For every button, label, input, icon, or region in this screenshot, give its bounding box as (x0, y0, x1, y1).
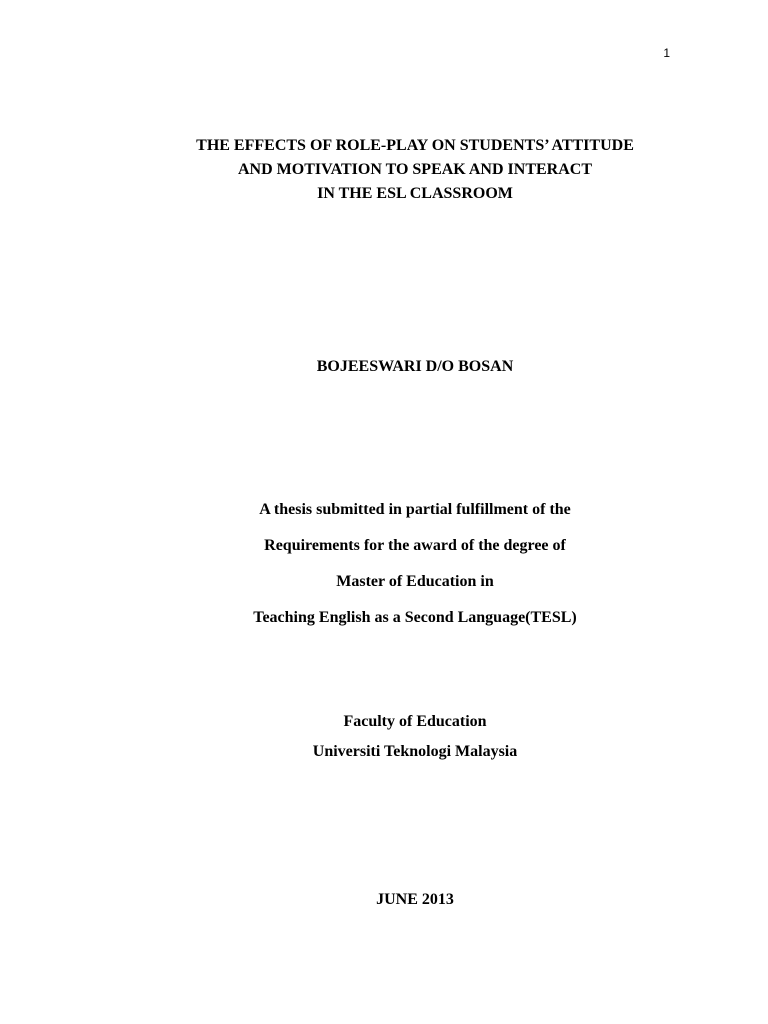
faculty-name: Faculty of Education (343, 713, 487, 730)
university-name: Universiti Teknologi Malaysia (312, 743, 518, 760)
degree-statement-line-1: A thesis submitted in partial fulfillment of the (259, 501, 571, 518)
thesis-title (0, 134, 768, 206)
degree-statement-line-2: Requirements for the award of the degree of (264, 537, 566, 554)
thesis-title-line-1: THE EFFECTS OF ROLE-PLAY ON STUDENTS’ ATTITUDE (196, 137, 634, 154)
submission-date: JUNE 2013 (376, 891, 454, 908)
degree-statement-line-3: Master of Education in (336, 573, 494, 590)
degree-statement-line-4: Teaching English as a Second Language(TESL) (253, 609, 577, 626)
page-number: 1 (663, 46, 670, 60)
author-name: BOJEESWARI D/O BOSAN (316, 358, 514, 375)
degree-statement (0, 492, 768, 636)
thesis-title-line-3: IN THE ESL CLASSROOM (317, 185, 513, 202)
thesis-title-line-2: AND MOTIVATION TO SPEAK AND INTERACT (238, 161, 592, 178)
institution-block (0, 707, 768, 767)
